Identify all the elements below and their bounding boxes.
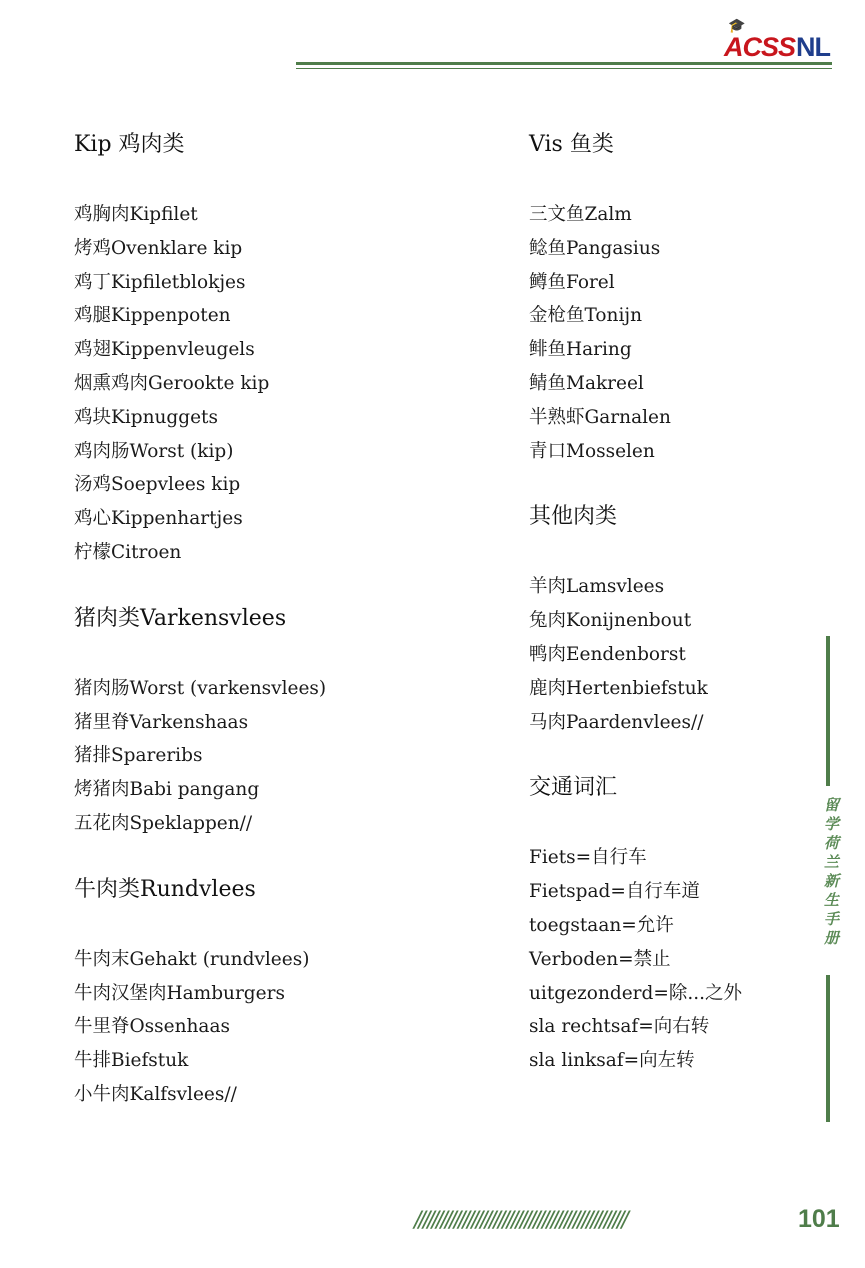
list-item: 牛肉汉堡肉Hamburgers — [74, 982, 285, 1004]
left-column — [74, 130, 474, 1112]
list-item: 小牛肉Kalfsvlees// — [74, 1083, 237, 1105]
list-item: 牛排Biefstuk — [74, 1050, 189, 1072]
list-item: sla linksaf=向左转 — [529, 1050, 695, 1072]
list-item: 鸡胸肉Kipfilet — [74, 204, 198, 225]
list-item: 鸡心Kippenhartjes — [74, 508, 243, 530]
list-item: 鲶鱼Pangasius — [529, 237, 661, 259]
list-item: 烟熏鸡肉Gerookte kip — [74, 372, 270, 394]
graduation-cap-icon: 🎓 — [728, 18, 746, 34]
list-item: 柠檬Citroen — [74, 541, 182, 563]
section-title-beef: 牛肉类Rundvlees — [74, 876, 256, 902]
list-item: 马肉Paardenvlees// — [529, 711, 704, 733]
logo-text-nl: NL — [796, 32, 830, 62]
list-item: 牛里脊Ossenhaas — [74, 1016, 230, 1038]
list-item: 猪肉肠Worst (varkensvlees) — [74, 677, 327, 699]
list-item: Fiets=自行车 — [529, 847, 647, 869]
list-item: Fietspad=自行车道 — [529, 881, 700, 903]
beef-list — [74, 943, 474, 1112]
acss-nl-logo — [724, 18, 836, 60]
chicken-list — [74, 198, 474, 570]
section-title-other-meat: 其他肉类 — [529, 504, 618, 530]
list-item: 三文鱼Zalm — [529, 204, 632, 225]
list-item: 猪里脊Varkenshaas — [74, 711, 249, 733]
logo-text-acss: ACSS — [724, 32, 796, 62]
list-item: 猪排Spareribs — [74, 745, 203, 767]
side-label: 留学荷兰新生手册 — [822, 797, 840, 949]
list-item: 牛肉末Gehakt (rundvlees) — [74, 948, 310, 970]
other-meat-list — [529, 570, 809, 739]
list-item: 鸡腿Kippenpoten — [74, 305, 231, 327]
list-item: uitgezonderd=除...之外 — [529, 982, 742, 1004]
list-item: toegstaan=允许 — [529, 914, 674, 936]
list-item: 青口Mosselen — [529, 440, 655, 462]
list-item: 鸡翅Kippenvleugels — [74, 339, 255, 361]
list-item: 鸡肉肠Worst (kip) — [74, 440, 234, 462]
list-item: 鸭肉Eendenborst — [529, 643, 686, 665]
list-item: 鲱鱼Haring — [529, 339, 632, 361]
fish-list — [529, 198, 809, 468]
list-item: 烤猪肉Babi pangang — [74, 779, 260, 801]
list-item: 羊肉Lamsvlees — [529, 576, 665, 598]
section-title-fish: Vis 鱼类 — [529, 132, 614, 157]
list-item: 鸡丁Kipfiletblokjes — [74, 271, 246, 293]
list-item: 鲭鱼Makreel — [529, 372, 644, 394]
list-item: 半熟虾Garnalen — [529, 406, 671, 428]
list-item: sla rechtsaf=向右转 — [529, 1016, 710, 1038]
footer-slash-decoration: //////////////////////////////////////////////// — [414, 1208, 626, 1233]
pork-list — [74, 672, 474, 841]
list-item: 鳟鱼Forel — [529, 271, 615, 293]
list-item: 鸡块Kipnuggets — [74, 406, 218, 428]
header-rule-thin — [296, 68, 832, 69]
page-number: 101 — [798, 1205, 840, 1233]
list-item: 汤鸡Soepvlees kip — [74, 474, 241, 496]
section-title-pork: 猪肉类Varkensvlees — [74, 605, 287, 631]
list-item: 烤鸡Ovenklare kip — [74, 237, 243, 259]
side-bar-bottom — [826, 975, 830, 1122]
list-item: 兔肉Konijnenbout — [529, 610, 692, 632]
section-title-chicken: Kip 鸡肉类 — [74, 132, 185, 157]
list-item: Verboden=禁止 — [529, 948, 671, 970]
right-column — [529, 130, 809, 1078]
list-item: 金枪鱼Tonijn — [529, 305, 643, 327]
header-rule-thick — [296, 62, 832, 65]
section-title-traffic: 交通词汇 — [529, 775, 618, 801]
list-item: 鹿肉Hertenbiefstuk — [529, 677, 708, 699]
side-bar-top — [826, 636, 830, 786]
traffic-list — [529, 841, 809, 1078]
list-item: 五花肉Speklappen// — [74, 812, 253, 834]
